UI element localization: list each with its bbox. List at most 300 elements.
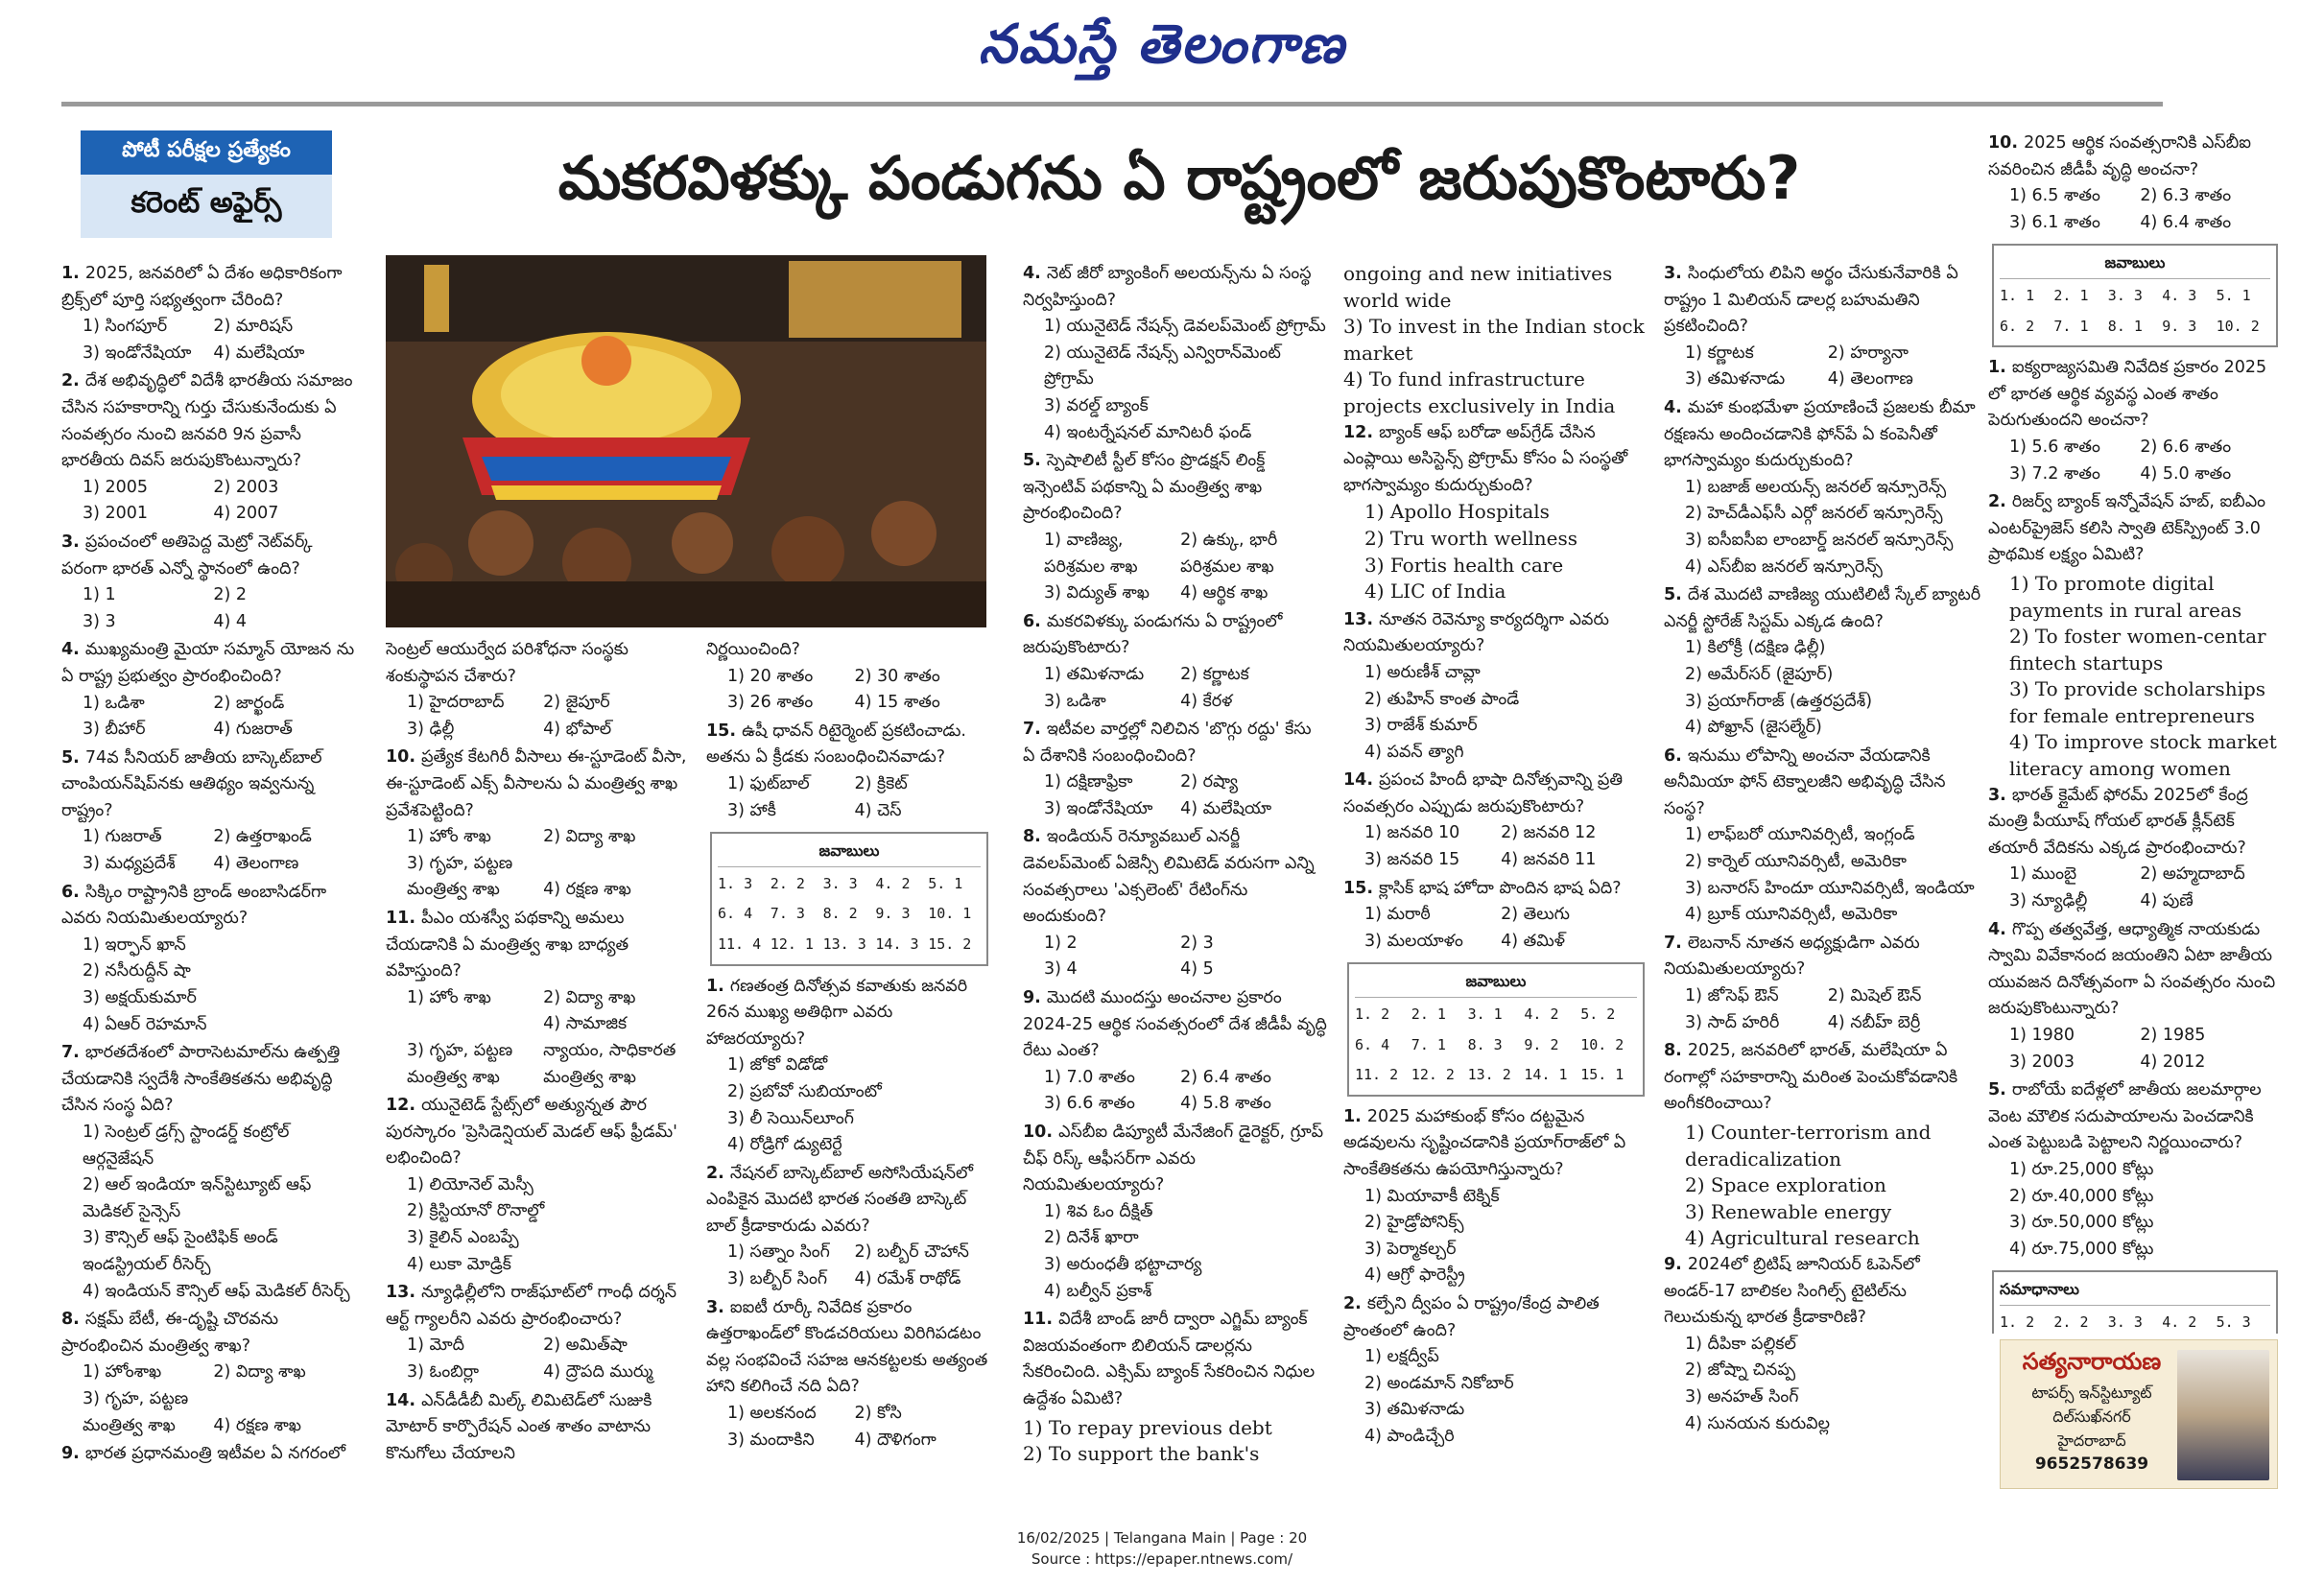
answer-option: 2) జార్ఖండ్ bbox=[213, 693, 285, 713]
question-number: 10. bbox=[1023, 1123, 1059, 1142]
answer-option: 2) ప్రబోవో సుబియాంటో bbox=[727, 1081, 882, 1101]
question-number: 10. bbox=[1988, 133, 2025, 153]
answer-key-item: 8. 3 bbox=[1467, 1035, 1503, 1053]
answer-option: 3) గృహ, పట్టణ మంత్రిత్వ శాఖ bbox=[83, 1388, 189, 1435]
question-text bbox=[61, 530, 355, 582]
answer-option: 2) ఉక్కు, భారీ పరిశ్రమల శాఖ bbox=[1180, 530, 1278, 577]
answer-options bbox=[1988, 1023, 2282, 1076]
question-body: గొప్ప తత్వవేత్త, ఆధ్యాత్మిక నాయకుడు స్వామి వివేకానంద జయంతిని ఏటా జాతీయ యువజన దినోత్సవంగా ఏ సంవత్సరం నుంచి జరుపుకొంటున్నారు? bbox=[1988, 919, 2276, 1019]
question-body: దేశ అభివృద్ధిలో విదేశీ భారతీయ సమాజం చేసిన సహకారాన్ని గుర్తు చేసుకునేందుకు ఏ సంవత్సరం నుంచి జనవరి 9న ప్రవాసీ భారతీయ దివస్ జరుపుకొంటున్నారు? bbox=[61, 371, 353, 471]
author-institute: టాపర్స్ ఇన్‌స్టిట్యూట్ bbox=[2031, 1383, 2152, 1402]
question-text bbox=[1023, 985, 1328, 1065]
question-text bbox=[386, 1280, 691, 1333]
answer-options bbox=[1343, 660, 1648, 766]
answer-key-item: 4. 2 bbox=[1524, 1005, 1559, 1024]
answer-options bbox=[1343, 1344, 1648, 1450]
question bbox=[1664, 1252, 1982, 1437]
answer-option: 2) అమిత్‌షా bbox=[543, 1336, 628, 1356]
question-text bbox=[61, 745, 355, 825]
question-body: ప్రపంచ హిందీ భాషా దినోత్సవాన్ని ప్రతి సంవత్సరం ఎప్పుడు జరుపుకొంటారు? bbox=[1343, 770, 1624, 816]
answer-options bbox=[61, 1359, 355, 1439]
answer-key-item: 10. 2 bbox=[2216, 317, 2260, 335]
english-option-line: 2) To support the bank's bbox=[1023, 1442, 1260, 1466]
answer-options bbox=[61, 824, 355, 877]
question-number: 15. bbox=[1343, 878, 1380, 898]
footer-source: Source : https://epaper.ntnews.com/ bbox=[1031, 1550, 1293, 1568]
question bbox=[61, 368, 355, 528]
answer-key-item: 1. 2 bbox=[1355, 1005, 1390, 1024]
answer-options bbox=[61, 475, 355, 528]
question bbox=[61, 261, 355, 366]
answers-box-2 bbox=[1347, 962, 1645, 1096]
answer-option: 2) అహ్మదాబాద్ bbox=[2140, 864, 2245, 885]
answer-key-item: 8. 2 bbox=[822, 905, 858, 923]
question-number: 4. bbox=[1664, 397, 1688, 417]
answer-option: 1) దీపికా పల్లికల్ bbox=[1685, 1334, 1796, 1354]
answer-option: 4) పాండిచ్చేరి bbox=[1364, 1426, 1455, 1446]
question-number: 5. bbox=[61, 747, 85, 768]
section-label-top: పోటీ పరీక్షల ప్రత్యేకం bbox=[81, 130, 332, 175]
question-text bbox=[1664, 931, 1982, 983]
answer-option: 1) తమిళనాడు bbox=[1044, 664, 1145, 684]
question-body: కల్పేని ద్వీపం ఏ రాష్ట్రం/కేంద్ర పాలిత ప్రాంతంలో ఉంది? bbox=[1343, 1293, 1600, 1340]
question-body: ఎన్‌డీడీబీ మిల్క్ లిమిటెడ్‌లో సుజుకి మోటార్ కార్పొరేషన్ ఎంత శాతం వాటాను కొనుగోలు చేయాలని bbox=[386, 1390, 652, 1463]
question-body: నేషనల్ బాస్కెట్‌బాల్ అసోసియేషన్‌లో ఎంపికైన మొదటి భారత సంతతి బాస్కెట్ బాల్ క్రీడాకారుడు ఎవరు? bbox=[706, 1163, 974, 1236]
question bbox=[386, 637, 691, 743]
question-body: భారత ప్రధానమంత్రి ఇటీవల ఏ నగరంలో bbox=[84, 1444, 345, 1464]
question-number: 5. bbox=[1664, 585, 1688, 605]
answer-option: 2) యునైటెడ్ నేషన్స్ ఎన్విరాన్‌మెంట్ ప్రోగ్రామ్ bbox=[1044, 343, 1281, 390]
english-option-line: 2) To foster women-centar fintech startups bbox=[2009, 625, 2266, 674]
question-number: 8. bbox=[1023, 827, 1047, 847]
question bbox=[61, 1040, 355, 1305]
answer-option: 2) నసీరుద్దీన్ షా bbox=[83, 961, 191, 981]
question-text bbox=[386, 637, 691, 690]
answer-option: 3) విద్యుత్ శాఖ bbox=[1044, 583, 1150, 603]
answer-option: 4) 5 bbox=[1180, 959, 1214, 980]
question bbox=[1988, 130, 2282, 236]
answer-option: 3) గృహ, పట్టణ మంత్రిత్వ శాఖ bbox=[407, 853, 513, 900]
question-number: 1. bbox=[1988, 358, 2012, 378]
question-body: విదేశీ బాండ్ జారీ ద్వారా ఎగ్జిమ్ బ్యాంక్ విజయవంతంగా బిలియన్ డాలర్లను సేకరించింది. ఎక్సిమ్ బ్యాంక్ సేకరించిన నిధుల ఉద్దేశం ఏమిటి? bbox=[1023, 1310, 1316, 1408]
answer-option: 4) మలేషియా bbox=[1180, 798, 1272, 818]
answer-option: 4) చెస్ bbox=[854, 800, 902, 820]
question-number: 4. bbox=[1988, 919, 2012, 939]
answer-option: 4) ఎస్‌బీఐ జనరల్ ఇన్సూరెన్స్ bbox=[1685, 556, 1883, 577]
question-number: 8. bbox=[61, 1310, 85, 1330]
author-card bbox=[2000, 1339, 2278, 1489]
answer-key-item: 6. 2 bbox=[2000, 317, 2035, 335]
author-phone: 9652578639 bbox=[2034, 1454, 2149, 1474]
question-body: గణతంత్ర దినోత్సవ కవాతుకు జనవరి 26న ముఖ్య అతిథిగా ఎవరు హాజరయ్యారు? bbox=[706, 976, 968, 1049]
answer-option: 4) ఏఆర్ రెహమాన్ bbox=[83, 1014, 207, 1034]
answer-option: 1) 2005 bbox=[83, 477, 149, 497]
question-body: సిక్కిం రాష్ట్రానికి బ్రాండ్ అంబాసిడర్‌గా ఎవరు నియమితులయ్యారు? bbox=[61, 882, 327, 929]
answer-option: 3) 2003 bbox=[2009, 1052, 2075, 1072]
column-1 bbox=[61, 261, 355, 1470]
answer-option: 1) హైదరాబాద్ bbox=[407, 693, 505, 713]
question-body: భారతదేశంలో పారాసెటమాల్‌ను ఉత్పత్తి చేయడానికి స్వదేశీ సాంకేతికతను అభివృద్ధి చేసిన సంస్థ ఏది? bbox=[61, 1043, 341, 1116]
answer-key-item: 15. 1 bbox=[1580, 1066, 1624, 1084]
answer-options bbox=[1664, 635, 1982, 741]
question bbox=[706, 1295, 992, 1454]
answer-options bbox=[1023, 662, 1328, 715]
question-text bbox=[1023, 1307, 1328, 1412]
answer-option: 1) 6.5 శాతం bbox=[2009, 186, 2100, 206]
question bbox=[1664, 744, 1982, 929]
answer-option: 2) రూ.40,000 కోట్లు bbox=[2009, 1186, 2154, 1206]
column-4 bbox=[1023, 261, 1328, 1470]
question-number: 2. bbox=[1988, 492, 2012, 512]
answer-option: 2) ఆల్ ఇండియా ఇన్‌స్టిట్యూట్ ఆఫ్ మెడికల్ సైన్సెస్ bbox=[83, 1175, 312, 1221]
question-text bbox=[706, 719, 992, 771]
answer-option: 2) జైపూర్ bbox=[543, 693, 610, 713]
answer-option: 1) జోసెఫ్ ఔన్ bbox=[1685, 986, 1779, 1006]
question-text bbox=[1023, 1120, 1328, 1199]
answer-option: 3) Fortis health care bbox=[1364, 553, 1564, 577]
answer-key-item: 2. 1 bbox=[1411, 1005, 1446, 1024]
answer-option: 3) హాకీ bbox=[727, 800, 776, 820]
answer-option: 1) హోం శాఖ bbox=[407, 827, 491, 847]
answer-options bbox=[1988, 435, 2282, 487]
answer-option: 3) అరుంధతీ భట్టాచార్య bbox=[1044, 1254, 1202, 1274]
answer-options bbox=[1988, 183, 2282, 236]
question-text bbox=[1023, 261, 1328, 314]
english-option-line: 4) Agricultural research bbox=[1685, 1226, 1920, 1250]
question-text bbox=[1988, 355, 2282, 435]
question-body: లెబనాన్ నూతన అధ్యక్షుడిగా ఎవరు నియమితులయ్యారు? bbox=[1664, 933, 1920, 980]
answer-option: 3) వరల్డ్ బ్యాంక్ bbox=[1044, 395, 1149, 415]
question-body: సక్షమ్ బేటీ, ఈ-దృష్టి చొరవను ప్రారంభించిన మంత్రిత్వ శాఖ? bbox=[61, 1310, 279, 1356]
answer-option: 3) ఓంబిర్లా bbox=[407, 1362, 480, 1383]
question bbox=[386, 1388, 691, 1468]
answer-option: 4) మలేషియా bbox=[213, 343, 305, 363]
answer-option: 4) పుణే bbox=[2140, 891, 2194, 911]
question-body: నిర్ణయించింది? bbox=[706, 640, 800, 659]
answer-key-item: 3. 1 bbox=[1467, 1005, 1503, 1024]
question-text bbox=[1023, 717, 1328, 769]
answer-option: 2) హెచ్‌డీఎఫ్‌సీ ఎర్గో జనరల్ ఇన్సూరెన్స్ bbox=[1685, 504, 1943, 524]
answers-box-4 bbox=[1992, 1270, 2278, 1334]
answer-option: 2) హర్యానా bbox=[1827, 343, 1909, 363]
answer-option: 2) విద్యా శాఖ bbox=[543, 987, 636, 1007]
question bbox=[386, 745, 691, 904]
answer-options bbox=[1343, 1184, 1648, 1289]
answer-options bbox=[706, 1401, 992, 1454]
question-body: ఇనుము లోపాన్ని అంచనా వేయడానికి అనీమియా ఫోన్ టెక్నాలజీని అభివృద్ధి చేసిన సంస్థ? bbox=[1664, 745, 1946, 818]
section-label bbox=[81, 130, 332, 238]
answer-option: 1) మోదీ bbox=[407, 1336, 465, 1356]
question-text bbox=[706, 1295, 992, 1401]
answer-option: 4) ఆర్థిక శాఖ bbox=[1180, 583, 1269, 603]
answer-option: 3) ఇండోనేషియా bbox=[83, 343, 192, 363]
question-body: ఉషీ ధావన్ రిటైర్మెంట్ ప్రకటించాడు. అతను ఏ క్రీడకు సంబంధించినవాడు? bbox=[706, 721, 966, 768]
answer-option: 4) సునయన కురువిల్ల bbox=[1685, 1413, 1830, 1433]
question bbox=[1343, 876, 1648, 956]
question-body: రాబోయే ఐదేళ్లలో జాతీయ జలమార్గాల వెంట మౌలిక సదుపాయాలను పెంచడానికి ఎంత పెట్టుబడి పెట్టాలని నిర్ణయించారు? bbox=[1988, 1080, 2262, 1153]
answer-option: 1) సత్నాం సింగ్ bbox=[727, 1242, 830, 1263]
answer-key-item: 5. 2 bbox=[1580, 1005, 1616, 1024]
answer-option: 4) రక్షణ శాఖ bbox=[213, 1415, 302, 1435]
answer-key-item: 14. 1 bbox=[1524, 1066, 1568, 1084]
answer-option: 2) కర్ణాటక bbox=[1180, 664, 1249, 684]
question bbox=[706, 719, 992, 824]
question-text bbox=[1023, 448, 1328, 528]
question bbox=[61, 1307, 355, 1439]
question-body: 2025, జనవరిలో ఏ దేశం అధికారికంగా బ్రిక్స్‌లో పూర్తి సభ్యత్వంగా చేరింది? bbox=[61, 264, 343, 310]
column-2 bbox=[386, 637, 691, 1470]
answer-option: 3) 2001 bbox=[83, 504, 149, 524]
answer-option: 2) తుహిన్ కాంత పాండే bbox=[1364, 689, 1520, 709]
author-photo bbox=[2177, 1350, 2269, 1480]
question-body: సెంట్రల్ ఆయుర్వేద పరిశోధనా సంస్థకు శంకుస్థాపన చేశారు? bbox=[386, 640, 628, 686]
answer-option: 1) మియావాకీ టెక్నిక్ bbox=[1364, 1186, 1500, 1206]
answer-option: 3) పెర్మాకల్చర్ bbox=[1364, 1239, 1457, 1259]
question bbox=[1988, 783, 2282, 915]
answer-option: 1) కర్ణాటక bbox=[1685, 343, 1754, 363]
question-body: మొదటి ముందస్తు అంచనాల ప్రకారం 2024-25 ఆర్థిక సంవత్సరంలో దేశ జీడీపీ వృద్ధి రేటు ఎంత? bbox=[1023, 988, 1327, 1061]
answer-option: 3) సాద్ హరిరీ bbox=[1685, 1012, 1780, 1032]
answer-option: 4) తెలంగాణ bbox=[1827, 369, 1913, 390]
answer-option: 4) LIC of India bbox=[1364, 579, 1506, 603]
answer-option: 3) 4 bbox=[1044, 959, 1078, 980]
question-number: 12. bbox=[386, 1096, 422, 1116]
author-area: దిల్‌సుఖ్‌నగర్ bbox=[2052, 1407, 2131, 1426]
english-option-line: ongoing and new initiatives world wide bbox=[1343, 262, 1613, 312]
answer-option: 1) మరాఠీ bbox=[1364, 905, 1431, 925]
answer-option: 2) Tru worth wellness bbox=[1364, 526, 1578, 550]
answer-option: 2) 2 bbox=[213, 585, 247, 605]
answer-option: 3) 3 bbox=[83, 611, 116, 631]
answer-option: 2) రష్యా bbox=[1180, 772, 1239, 792]
question-body: ప్రపంచంలో అతిపెద్ద మెట్రో నెట్‌వర్క్ పరంగా భారత్ ఎన్నో స్థానంలో ఉంది? bbox=[61, 532, 313, 579]
answer-option: 4) బ్రూక్ యూనివర్సిటీ, అమెరికా bbox=[1685, 905, 1898, 925]
answer-option: 1) లక్షద్వీప్ bbox=[1364, 1347, 1439, 1367]
question-body: పీఎం యశస్వీ పథకాన్ని అమలు చేయడానికి ఏ మంత్రిత్వ శాఖ బాధ్యత వహిస్తుంది? bbox=[386, 908, 629, 981]
column-5 bbox=[1343, 261, 1648, 1470]
answer-option: 4) తమిళ్ bbox=[1501, 931, 1566, 951]
question-number: 9. bbox=[1664, 1254, 1688, 1274]
answer-options bbox=[1664, 983, 1982, 1036]
answers-title: జవాబులు bbox=[2000, 249, 2270, 279]
answer-option: 1) జోకో విడోడో bbox=[727, 1055, 828, 1076]
answer-options bbox=[386, 1333, 691, 1385]
answer-option: 4) కేరళ bbox=[1180, 691, 1233, 711]
answer-key-item: 10. 1 bbox=[928, 905, 972, 923]
answer-option: 4) ఇండియన్ కౌన్సిల్ ఆఫ్ మెడికల్ రీసెర్చ్ bbox=[83, 1281, 350, 1301]
page-footer bbox=[0, 1527, 2324, 1570]
question-body: 2025, జనవరిలో భారత్, మలేషియా ఏ రంగాల్లో సహకారాన్ని మరింత పెంచుకోవడానికి అంగీకరించాయి? bbox=[1664, 1041, 1958, 1114]
question-text bbox=[706, 974, 992, 1053]
answer-option: 4) నబీహ్ బెర్రీ bbox=[1827, 1012, 1921, 1032]
answer-option: 3) గృహ, పట్టణ మంత్రిత్వ శాఖ bbox=[407, 1040, 513, 1087]
question bbox=[1023, 985, 1328, 1118]
answer-options bbox=[386, 690, 691, 743]
question-text bbox=[1988, 917, 2282, 1023]
answer-option: 1) లాఫ్‌బరో యూనివర్సిటీ, ఇంగ్లండ్ bbox=[1685, 825, 1915, 845]
answer-options bbox=[386, 824, 691, 904]
question-number: 12. bbox=[1343, 422, 1380, 442]
answer-option: 2) 6.4 శాతం bbox=[1180, 1067, 1271, 1087]
question-number: 7. bbox=[61, 1043, 85, 1063]
answer-option: 1) శివ ఓం దీక్షిత్ bbox=[1044, 1201, 1153, 1221]
answer-option: 2) బల్బీర్ చౌహాన్ bbox=[854, 1242, 969, 1263]
answer-option: 4) 6.4 శాతం bbox=[2140, 212, 2232, 232]
question bbox=[1664, 1038, 1982, 1118]
answer-option: 3) మలయాళం bbox=[1364, 931, 1463, 951]
answer-option: 1) 7.0 శాతం bbox=[1044, 1067, 1135, 1087]
question-number: 1. bbox=[1343, 1106, 1367, 1126]
english-option-line: 1) To repay previous debt bbox=[1023, 1415, 1272, 1439]
answer-option: 2) తెలుగు bbox=[1501, 905, 1570, 925]
question-body: భారత్ క్లైమేట్ ఫోరమ్ 2025లో కేంద్ర మంత్రి పీయూష్ గోయల్ భారత్ క్లీన్‌టెక్ తయారీ వేదికను ఎక్కడ ప్రారంభించారు? bbox=[1988, 785, 2248, 858]
answer-option: 4) 2007 bbox=[213, 504, 279, 524]
answer-option: 2) 1985 bbox=[2140, 1026, 2206, 1045]
answer-options bbox=[1343, 820, 1648, 873]
question-number: 3. bbox=[706, 1297, 730, 1317]
answers-box-1 bbox=[710, 832, 988, 965]
question-number: 4. bbox=[1023, 264, 1047, 283]
answer-option: 1) ఇర్ఫాన్ ఖాన్ bbox=[83, 934, 186, 955]
answer-option: 1) జనవరి 10 bbox=[1364, 823, 1460, 843]
question-number: 13. bbox=[1343, 609, 1380, 629]
answer-option: 3) జనవరి 15 bbox=[1364, 850, 1460, 870]
question-body: 2025 ఆర్థిక సంవత్సరానికి ఎస్‌బీఐ సవరించిన జీడీపీ వృద్ధి అంచనా? bbox=[1988, 133, 2251, 179]
answer-option: 3) అనహత్ సింగ్ bbox=[1685, 1386, 1799, 1407]
english-option-line: 3) To invest in the Indian stock market bbox=[1343, 315, 1645, 365]
answer-option: 3) మందాకిని bbox=[727, 1430, 815, 1450]
answer-key-item: 2. 2 bbox=[2053, 1312, 2089, 1331]
answer-option: 4) 5.8 శాతం bbox=[1180, 1094, 1271, 1114]
question bbox=[1023, 824, 1328, 983]
answer-key-item: 3. 3 bbox=[822, 874, 858, 892]
question-body: ఐఐటీ రూర్కీ నివేదిక ప్రకారం ఉత్తరాఖండ్‌లో కొండచరియలు విరిగిపడటం వల్ల సంభవించే సహజ ఆనకట్టలకు అత్యంత హాని కలిగించే నది ఏది? bbox=[706, 1297, 988, 1397]
question-text bbox=[1343, 420, 1648, 500]
answer-option: 2) కోసి bbox=[854, 1404, 902, 1424]
answer-options bbox=[1023, 1065, 1328, 1118]
question-text bbox=[61, 368, 355, 474]
answer-option: 1) బజాజ్ అలయన్స్ జనరల్ ఇన్సూరెన్స్ bbox=[1685, 477, 1947, 497]
question-body: ఐక్యరాజ్యసమితి నివేదిక ప్రకారం 2025 లో భారత ఆర్థిక వ్యవస్థ ఎంత శాతం పెరుగుతుందని అంచనా? bbox=[1988, 358, 2267, 431]
answer-option: 4) తెలంగాణ bbox=[213, 854, 299, 874]
question-body: క్లాసిక్ భాష హోదా పొందిన భాష ఏది? bbox=[1379, 878, 1622, 898]
question bbox=[61, 1441, 355, 1468]
question-text bbox=[61, 1441, 355, 1468]
answer-option: 3) ఇండోనేషియా bbox=[1044, 798, 1153, 818]
answer-option: 2) అండమాన్ నికోబార్ bbox=[1364, 1373, 1514, 1393]
answer-option: 3) రూ.50,000 కోట్లు bbox=[2009, 1213, 2154, 1233]
answer-option: 3) బీహార్ bbox=[83, 720, 146, 740]
answer-option: 3) లీ సెయిన్‌లూంగ్ bbox=[727, 1108, 854, 1128]
answer-key-item: 9. 2 bbox=[1524, 1035, 1559, 1053]
answer-option: 4) పోఖ్రాన్ (జైసల్మేర్) bbox=[1685, 718, 1822, 738]
answer-option: 3) తమిళనాడు bbox=[1685, 369, 1786, 390]
answer-options bbox=[61, 314, 355, 366]
answer-option: 4) పవన్ త్యాగి bbox=[1364, 742, 1464, 762]
question-body: ఇండియన్ రెన్యూవబుల్ ఎనర్జీ డెవలప్‌మెంట్ ఏజెన్సీ లిమిటెడ్ వరుసగా ఎన్ని సంవత్సరాలు 'ఎక్సలెంట్' రేటింగ్‌ను అందుకుంది? bbox=[1023, 827, 1315, 927]
question bbox=[1343, 1104, 1648, 1289]
answer-option: 3) కైలిన్ ఎంబప్పే bbox=[407, 1228, 519, 1248]
answer-option: 2) క్రిస్టియానో రొనాల్డో bbox=[407, 1201, 545, 1221]
question bbox=[1023, 609, 1328, 715]
answer-option: 3) అక్షయ్‌కుమార్ bbox=[83, 988, 197, 1008]
answer-option: 3) 6.6 శాతం bbox=[1044, 1094, 1135, 1114]
answer-option: 1) అరుణీశ్ చావ్లా bbox=[1364, 662, 1481, 682]
festival-photo-art bbox=[386, 255, 986, 627]
answer-option: 4) బల్వీన్ ప్రకాశ్ bbox=[1044, 1281, 1152, 1301]
question-number: 2. bbox=[1343, 1293, 1367, 1313]
answers-title: జవాబులు bbox=[718, 838, 981, 867]
question-number: 6. bbox=[61, 882, 85, 902]
answer-option: 1) 1 bbox=[83, 585, 116, 605]
question-body: బ్యాంక్ ఆఫ్ బరోడా అప్‌గ్రేడ్ చేసిన ఎంప్లాయి అసిస్టెన్స్ ప్రోగ్రామ్ కోసం ఏ సంస్థతో భాగస్వామ్యం కుదుర్చుకుంది? bbox=[1343, 422, 1628, 495]
question bbox=[1343, 1291, 1648, 1451]
question-text bbox=[1343, 876, 1648, 903]
answer-options bbox=[1664, 1332, 1982, 1437]
question-text bbox=[1988, 130, 2282, 183]
question bbox=[1023, 717, 1328, 822]
answer-option: 4) సామాజిక న్యాయం, సాధికారత మంత్రిత్వ శాఖ bbox=[543, 1014, 676, 1087]
question-body: 2024లో బ్రిటిష్ జూనియర్ ఓపెన్‌లో అండర్-17 బాలికల సింగిల్స్ టైటిల్‌ను గెలుచుకున్న భారత క్రీడాకారిణి? bbox=[1664, 1254, 1920, 1328]
answer-option: 3) ఐసీఐసీఐ లాంబార్డ్ జనరల్ ఇన్సూరెన్స్ bbox=[1685, 530, 1954, 550]
answer-option: 1) సెంట్రల్ డ్రగ్స్ స్టాండర్డ్ కంట్రోల్ ఆర్గనైజేషన్ bbox=[83, 1123, 290, 1169]
author-city: హైదరాబాద్ bbox=[2057, 1431, 2126, 1450]
question-body: నూతన రెవెన్యూ కార్యదర్శిగా ఎవరు నియమితులయ్యారు? bbox=[1343, 609, 1609, 656]
question-text bbox=[1023, 609, 1328, 662]
answer-key-item: 5. 3 bbox=[2216, 1312, 2251, 1331]
question-body: రిజర్వ్ బ్యాంక్ ఇన్నోవేషన్ హబ్, ఐబీఎం ఎంటర్‌ప్రైజెస్ కలిసి స్వాతి టెక్‌స్ప్రింట్ 3.0 ప్రాథమిక లక్ష్యం ఏమిటి? bbox=[1988, 492, 2266, 565]
question-text bbox=[1664, 395, 1982, 475]
answer-option: 2) 2003 bbox=[213, 477, 279, 497]
question-number: 5. bbox=[1023, 451, 1047, 471]
question-number: 8. bbox=[1664, 1041, 1688, 1061]
answer-key-item: 6. 4 bbox=[1355, 1035, 1390, 1053]
question bbox=[1023, 448, 1328, 607]
answer-option: 2) విద్యా శాఖ bbox=[543, 827, 636, 847]
question-number: 15. bbox=[706, 721, 743, 741]
question-text bbox=[386, 1093, 691, 1172]
question bbox=[1343, 607, 1648, 767]
question-text bbox=[1023, 824, 1328, 930]
answer-key-item: 2. 1 bbox=[2053, 286, 2089, 304]
answer-option: 2) మిషెల్ ఔన్ bbox=[1827, 986, 1922, 1006]
question-body: 2025 మహాకుంభ్ కోసం దట్టమైన అడవులను సృష్టించడానికి ప్రయాగ్‌రాజ్‌లో ఏ సాంకేతికతను ఉపయోగిస్తున్నారు? bbox=[1343, 1106, 1626, 1179]
question bbox=[1664, 582, 1982, 742]
answer-options bbox=[1023, 931, 1328, 983]
answer-option: 2) అమేర్‌సర్ (జైపూర్) bbox=[1685, 664, 1834, 684]
answer-option: 4) జనవరి 11 bbox=[1501, 850, 1597, 870]
column-7 bbox=[1988, 130, 2282, 1334]
answer-options bbox=[1988, 1157, 2282, 1263]
question-text bbox=[1664, 1252, 1982, 1332]
answer-option: 3) న్యూఢిల్లీ bbox=[2009, 891, 2088, 911]
answer-option: 1) గుజరాత్ bbox=[83, 827, 162, 847]
answer-key-item: 9. 3 bbox=[875, 905, 911, 923]
answer-options bbox=[1023, 528, 1328, 607]
question bbox=[1343, 768, 1648, 873]
question-text bbox=[61, 1307, 355, 1359]
question-body: ముఖ్యమంత్రి మైయా సమ్మాన్ యోజన ను ఏ రాష్ట్ర ప్రభుత్వం ప్రారంభించింది? bbox=[61, 640, 355, 686]
answer-option: 3) రాజేశ్ కుమార్ bbox=[1364, 716, 1478, 736]
english-option-line: 1) Counter-terrorism and deradicalization bbox=[1685, 1121, 1932, 1170]
answer-key-item: 11. 4 bbox=[718, 934, 762, 953]
answer-option: 2) 6.3 శాతం bbox=[2140, 186, 2232, 206]
english-option-line: 4) To fund infrastructure projects exclusively in India bbox=[1343, 367, 1616, 417]
answer-key-item: 5. 1 bbox=[2216, 286, 2251, 304]
question bbox=[1664, 395, 1982, 580]
question-body: యునైటెడ్ స్టేట్స్‌లో అత్యున్నత పౌర పురస్కారం 'ప్రెసిడెన్షియల్ మెడల్ ఆఫ్ ఫ్రీడమ్' లభించింది? bbox=[386, 1096, 677, 1169]
answer-options bbox=[706, 664, 992, 717]
